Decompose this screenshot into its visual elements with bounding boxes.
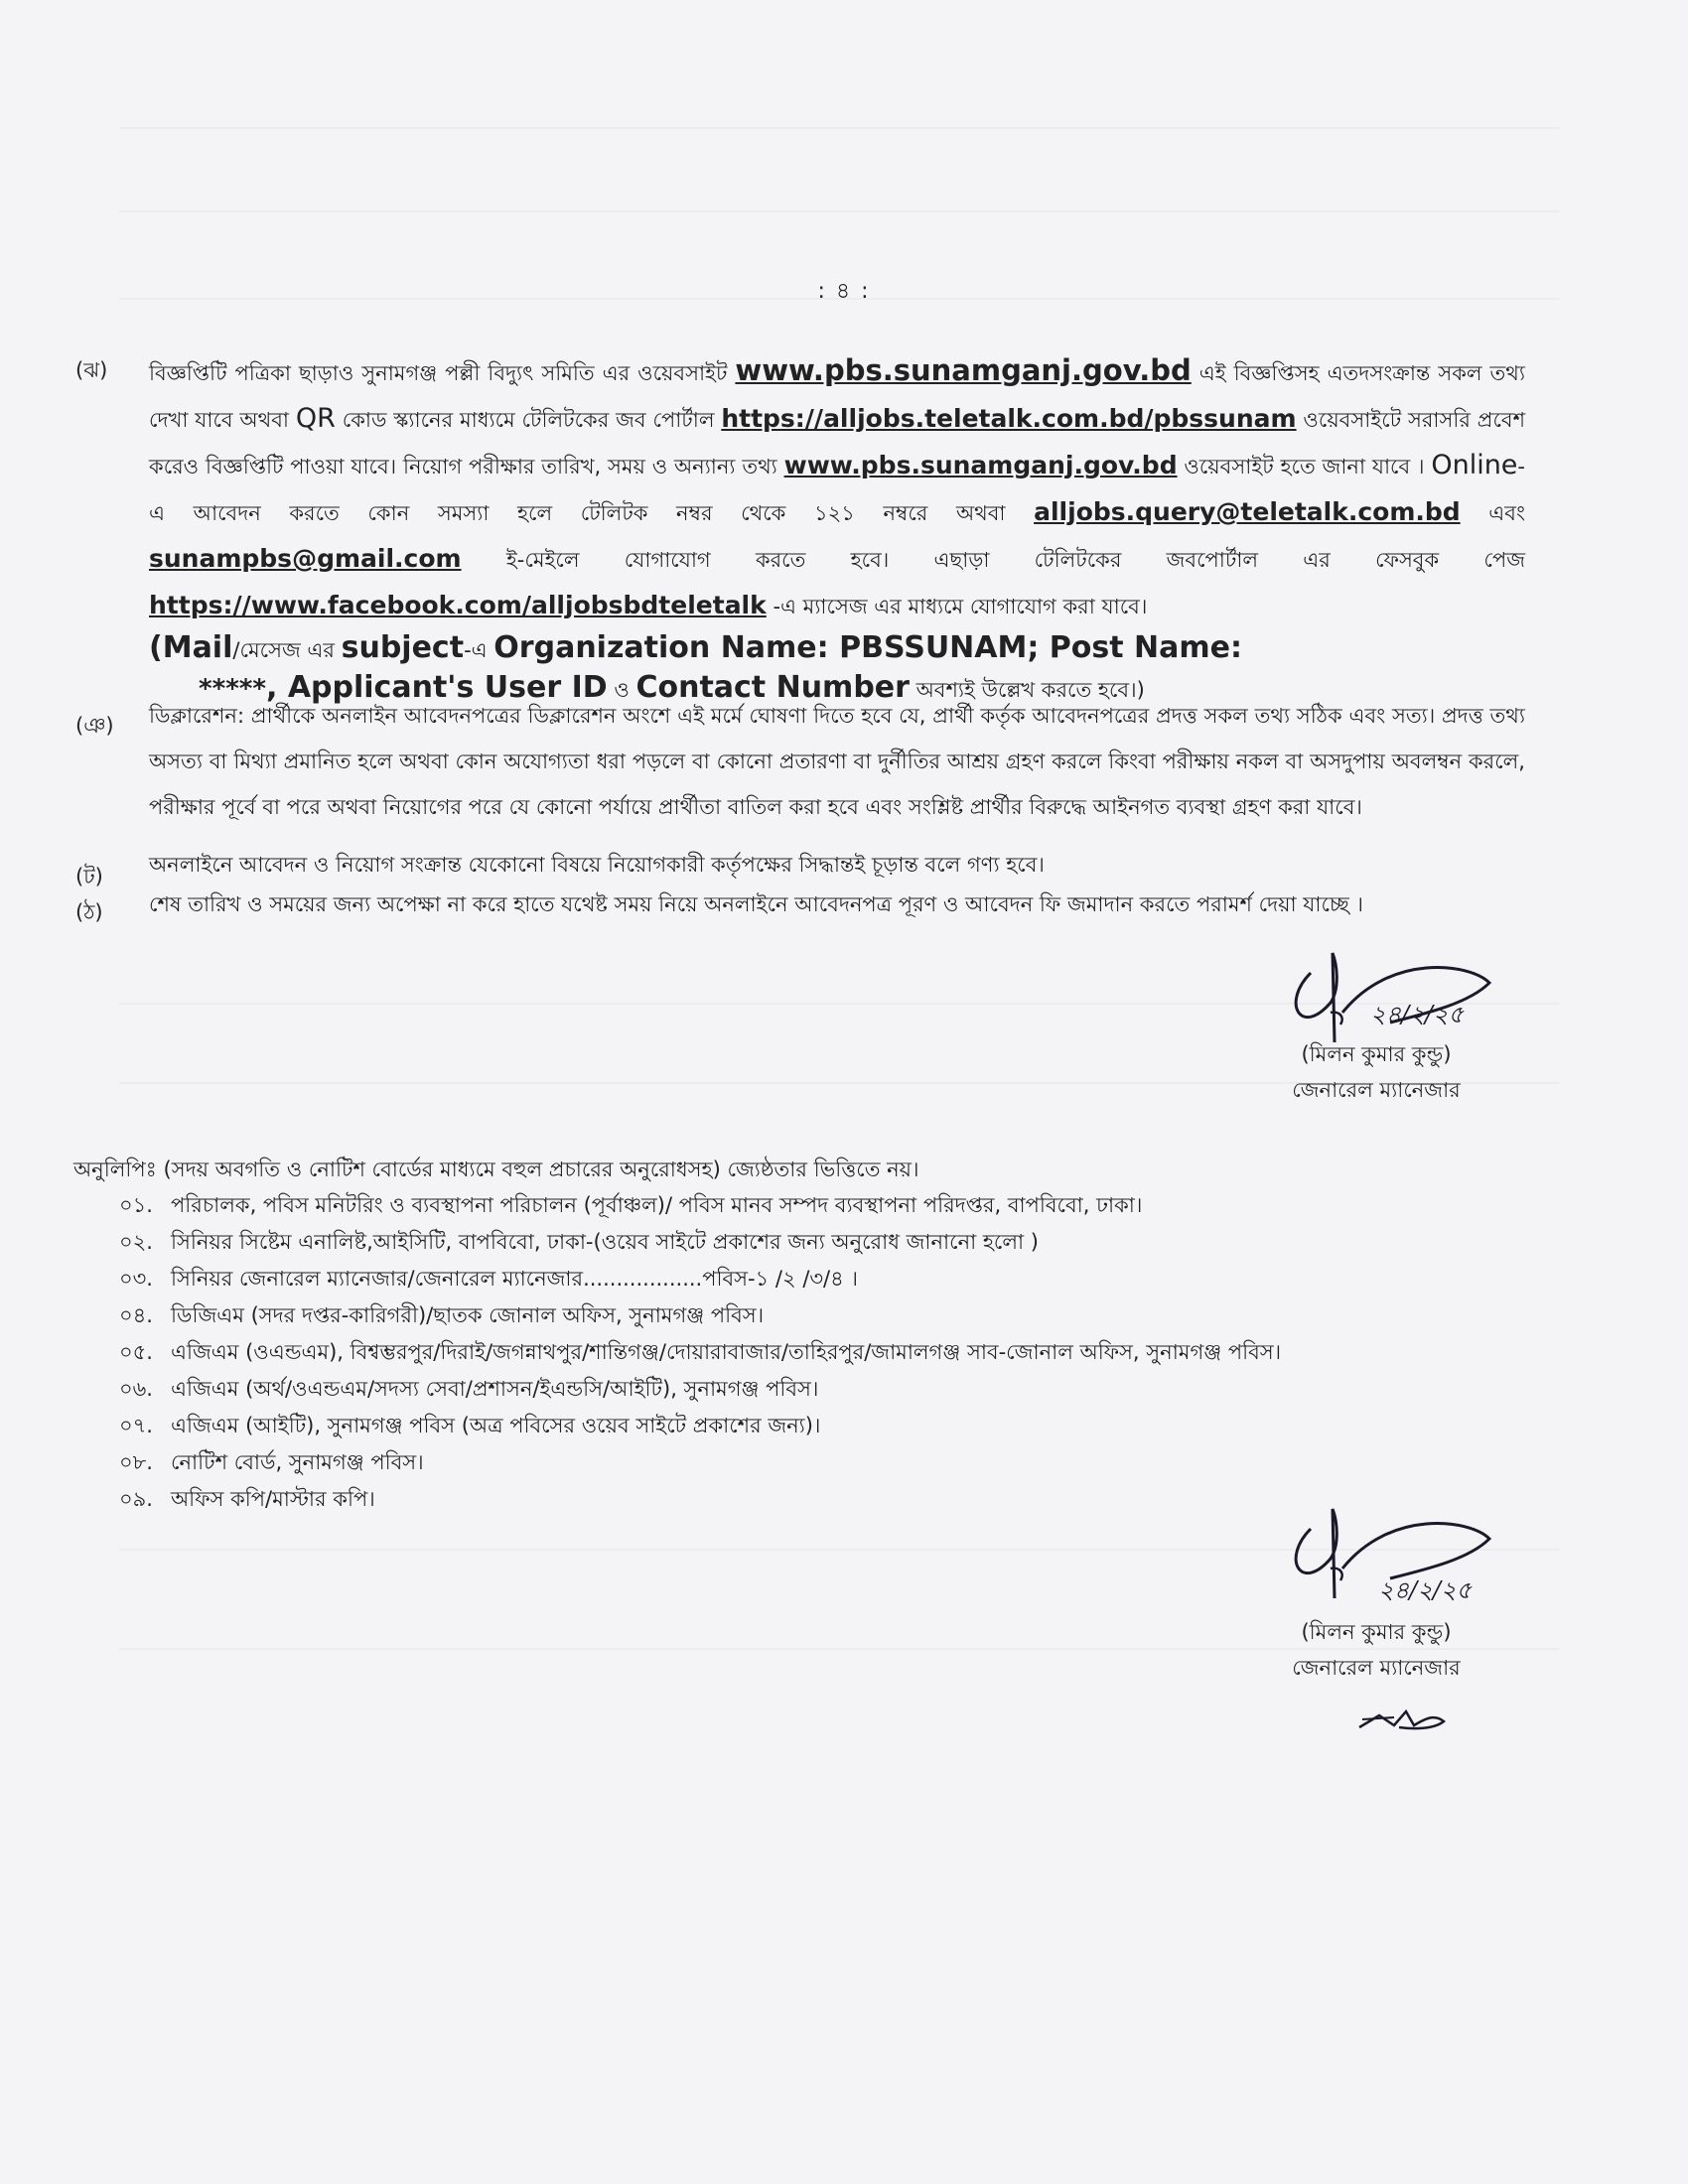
text: subject <box>341 630 465 665</box>
signatory-name: (মিলন কুমার কুন্ডু) <box>1301 1620 1452 1644</box>
item-jha-paragraph <box>149 347 1525 709</box>
text: /মেসেজ এর <box>232 638 342 662</box>
text: -এ ম্যাসেজ এর মাধ্যমে যোগাযোগ করা যাবে। <box>766 595 1148 618</box>
cc-item-number: ০৯. <box>119 1487 153 1511</box>
cc-item <box>119 1444 1281 1481</box>
cc-item-text: এজিএম (ওএন্ডএম), বিশ্বম্ভরপুর/দিরাই/জগন্নাথপুর/শান্তিগঞ্জ/দোয়ারাবাজার/তাহিরপুর/জামালগঞ্জ সাব-জোনাল অফিস, সুনামগঞ্জ পবিস। <box>171 1340 1282 1364</box>
cc-item <box>119 1187 1281 1224</box>
text: ই-মেইলে যোগাযোগ করতে হবে। এছাড়া টেলিটকের জবপোর্টাল এর ফেসবুক পেজ <box>461 548 1525 572</box>
item-marker: (ঠ) <box>75 900 103 924</box>
text: (Mail <box>149 630 233 665</box>
pbs-website-link[interactable]: www.pbs.sunamganj.gov.bd <box>735 353 1192 387</box>
cc-item-text: অফিস কপি/মাস্টার কপি। <box>171 1487 375 1511</box>
organization-name: Organization Name: PBSSUNAM; Post Name: <box>493 630 1242 665</box>
item-tha-paragraph: শেষ তারিখ ও সময়ের জন্য অপেক্ষা না করে হাতে যথেষ্ট সময় নিয়ে অনলাইনে আবেদনপত্র পূরণ ও আবেদন ফি জমাদান করতে পরামর্শ দেয়া যাচ্ছে । <box>149 892 1363 916</box>
signatory-block <box>1247 1036 1505 1108</box>
cc-item-number: ০৩. <box>119 1267 153 1291</box>
text: -এ আবেদন করতে কোন সমস্যা হলে টেলিটক নম্বর থেকে ১২১ নম্বরে অথবা <box>149 455 1525 525</box>
cc-item <box>119 1334 1281 1371</box>
signature-date: ২৪/২/২৫ <box>1370 1001 1465 1028</box>
cc-item <box>119 1261 1281 1297</box>
teletalk-email-link[interactable]: alljobs.query@teletalk.com.bd <box>1034 497 1461 526</box>
signatory-title: জেনারেল ম্যানেজার <box>1292 1078 1461 1102</box>
text: ওয়েবসাইটে সরাসরি প্রবেশ করেও বিজ্ঞপ্তিটি পাওয়া যাবে। নিয়োগ পরীক্ষার তারিখ, সময় ও অন্যান্য তথ্য <box>149 408 1525 478</box>
cc-item <box>119 1224 1281 1261</box>
cc-item-number: ০২. <box>119 1230 153 1254</box>
cc-item <box>119 1408 1281 1444</box>
initials-mark <box>1354 1698 1454 1737</box>
cc-item-number: ০৬. <box>119 1377 153 1401</box>
show-through-line <box>119 127 1559 129</box>
cc-item <box>119 1371 1281 1408</box>
cc-list <box>119 1187 1281 1518</box>
cc-item <box>119 1297 1281 1334</box>
cc-item-number: ০৫. <box>119 1340 153 1364</box>
item-marker: (ট) <box>75 865 103 888</box>
text: অবশ্যই উল্লেখ করতে হবে।) <box>909 678 1145 702</box>
pbs-website-link-2[interactable]: www.pbs.sunamganj.gov.bd <box>783 451 1178 479</box>
online-text: Online <box>1431 450 1518 480</box>
signatory-title: জেনারেল ম্যানেজার <box>1292 1656 1461 1680</box>
cc-item-number: ০৮. <box>119 1450 153 1474</box>
qr-text: QR <box>295 403 336 434</box>
text: ও <box>607 678 636 702</box>
cc-heading: অনুলিপিঃ (সদয় অবগতি ও নোটিশ বোর্ডের মাধ্যমে বহুল প্রচারের অনুরোধসহ) জ্যেষ্ঠতার ভিত্তিতে নয়। <box>73 1158 919 1181</box>
item-marker: (ঞ) <box>75 714 114 738</box>
item-nya-paragraph: ডিক্লারেশন: প্রার্থীকে অনলাইন আবেদনপত্রের ডিক্লারেশন অংশে এই মর্মে ঘোষণা দিতে হবে যে, প্রার্থী কর্তৃক আবেদনপত্রের প্রদত্ত সকল তথ্য সঠিক এবং সত্য। প্রদত্ত তথ্য অসত্য বা মিথ্যা প্রমানিত হলে অথবা কোন অযোগ্যতা ধরা পড়লে বা কোনো প্রতারণা বা দুর্নীতির আশ্রয় গ্রহণ করলে কিংবা পরীক্ষায় নকল বা অসদুপায় অবলম্বন করলে, পরীক্ষার পূর্বে বা পরে অথবা নিয়োগের পরে যে কোনো পর্যায়ে প্রার্থীতা বাতিল করা হবে এবং সংশ্লিষ্ট প্রার্থীর বিরুদ্ধে আইনগত ব্যবস্থা গ্রহণ করা যাবে। <box>149 704 1525 819</box>
text: এবং <box>1460 501 1525 525</box>
cc-item-number: ০১. <box>119 1193 153 1217</box>
text: কোড স্ক্যানের মাধ্যমে টেলিটকের জব পোর্টাল <box>335 408 722 432</box>
cc-item-number: ০৪. <box>119 1303 153 1327</box>
signatory-block-2 <box>1247 1614 1505 1686</box>
signature-date-2: ২৪/২/২৫ <box>1378 1576 1473 1604</box>
cc-item-text: নোটিশ বোর্ড, সুনামগঞ্জ পবিস। <box>171 1450 424 1474</box>
show-through-line <box>119 210 1559 212</box>
cc-item-text: এজিএম (আইটি), সুনামগঞ্জ পবিস (অত্র পবিসের ওয়েব সাইটে প্রকাশের জন্য)। <box>171 1414 821 1437</box>
signatory-name: (মিলন কুমার কুন্ডু) <box>1301 1042 1452 1066</box>
pbs-email-link[interactable]: sunampbs@gmail.com <box>149 544 462 573</box>
cc-item <box>119 1481 1281 1518</box>
applicant-user-id: , Applicant's User ID <box>265 670 608 705</box>
cc-item-text: সিনিয়র সিষ্টেম এনালিষ্ট,আইসিটি, বাপবিবো, ঢাকা-(ওয়েব সাইটে প্রকাশের জন্য অনুরোধ জানানো হলো ) <box>171 1230 1039 1254</box>
cc-item-text: সিনিয়র জেনারেল ম্যানেজার/জেনারেল ম্যানেজার..................পবিস-১ /২ /৩/৪ । <box>171 1267 858 1291</box>
teletalk-portal-link[interactable]: https://alljobs.teletalk.com.bd/pbssunam <box>721 404 1297 433</box>
text: -এ <box>464 638 494 662</box>
cc-item-text: এজিএম (অর্থ/ওএন্ডএম/সদস্য সেবা/প্রশাসন/ইএন্ডসি/আইটি), সুনামগঞ্জ পবিস। <box>171 1377 819 1401</box>
item-ta-paragraph: অনলাইনে আবেদন ও নিয়োগ সংক্রান্ত যেকোনো বিষয়ে নিয়োগকারী কর্তৃপক্ষের সিদ্ধান্তই চূড়ান্ত বলে গণ্য হবে। <box>149 853 1045 877</box>
text: ওয়েবসাইট হতে জানা যাবে । <box>1177 455 1432 478</box>
cc-item-text: ডিজিএম (সদর দপ্তর-কারিগরী)/ছাতক জোনাল অফিস, সুনামগঞ্জ পবিস। <box>171 1303 765 1327</box>
cc-item-text: পরিচালক, পবিস মনিটরিং ও ব্যবস্থাপনা পরিচালন (পূর্বাঞ্চল)/ পবিস মানব সম্পদ ব্যবস্থাপনা পরিদপ্তর, বাপবিবো, ঢাকা। <box>171 1193 1143 1217</box>
contact-number: Contact Number <box>635 670 910 705</box>
text: এই বিজ্ঞপ্তিসহ এতদসংক্রান্ত সকল তথ্য দেখা যাবে অথবা <box>149 361 1525 432</box>
facebook-page-link[interactable]: https://www.facebook.com/alljobsbdteletalk <box>149 591 767 619</box>
item-marker: (ঝ) <box>75 358 108 382</box>
page-number: : ৪ : <box>817 279 871 304</box>
text: ***** <box>199 674 266 704</box>
text: বিজ্ঞপ্তিটি পত্রিকা ছাড়াও সুনামগঞ্জ পল্লী বিদ্যুৎ সমিতি এর ওয়েবসাইট <box>149 361 736 385</box>
cc-item-number: ০৭. <box>119 1414 153 1437</box>
